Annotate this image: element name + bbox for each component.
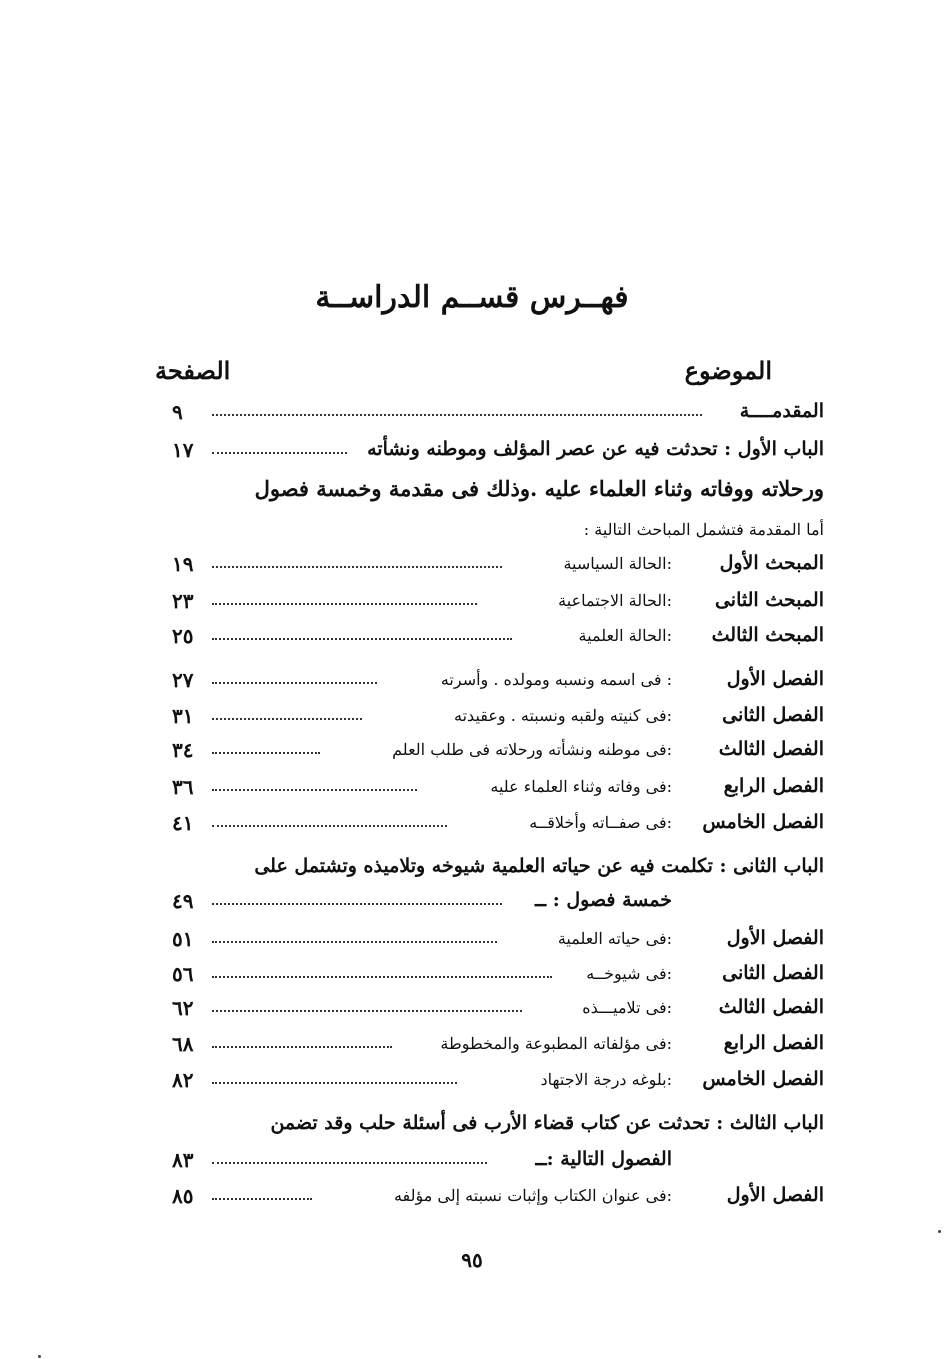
toc-entry-chapter	[150, 1032, 824, 1066]
chapter-heading: الباب الثالث : تحدثت عن كتاب قضاء الأرب فى أسئلة حلب وقد تضمن	[270, 1112, 824, 1134]
chapter-heading: الباب الأول : تحدثت فيه عن عصر المؤلف وموطنه ونشأته	[367, 438, 824, 460]
dot-leader	[212, 636, 512, 640]
toc-entry-introduction	[150, 400, 824, 434]
entry-page-number: ٦٢	[172, 996, 194, 1020]
page-column-header: الصفحة	[155, 356, 231, 385]
chapter-heading-continuation: ورحلاته ووفاته وثناء العلماء عليه .وذلك فى مقدمة وخمسة فصول	[254, 476, 824, 501]
toc-entry-chapter	[150, 962, 824, 996]
dot-leader	[212, 450, 347, 454]
chapter-heading-continuation: الفصول التالية :ــ	[535, 1148, 672, 1170]
toc-entry-chapter	[150, 1184, 824, 1218]
chapter-heading-continuation: خمسة فصول : ــ	[534, 889, 672, 911]
entry-description: :فى موطنه ونشأته ورحلاته فى طلب العلم	[392, 740, 672, 759]
entry-page-number: ٥١	[172, 927, 194, 951]
dot-leader	[212, 939, 497, 943]
entry-label: المبحث الثانى	[714, 589, 824, 611]
intro-note: أما المقدمة فتشمل المباحث التالية :	[583, 520, 824, 539]
toc-entry-chapter	[150, 775, 824, 809]
entry-description: :الحالة السياسية	[563, 554, 672, 573]
entry-page-number: ٢٧	[172, 668, 194, 692]
dot-leader	[212, 750, 320, 754]
entry-page-number: ٣٤	[172, 738, 194, 762]
entry-label: الفصل الأول	[726, 668, 824, 690]
dot-leader	[212, 1008, 522, 1012]
entry-description: :فى وفاته وثناء العلماء عليه	[490, 777, 672, 796]
page-title: فهــرس قســم الدراســة	[315, 280, 629, 315]
entry-label: الفصل الثانى	[722, 704, 824, 726]
entry-page-number: ٩	[172, 400, 183, 424]
entry-page-number: ٨٥	[172, 1184, 194, 1208]
entry-label: الفصل الثالث	[718, 738, 824, 760]
scan-speck	[38, 1355, 41, 1358]
entry-label: الفصل الخامس	[702, 1068, 824, 1090]
entry-label: المبحث الأول	[719, 552, 824, 574]
dot-leader	[212, 823, 447, 827]
toc-entry-section	[150, 624, 824, 658]
entry-description: :الحالة العلمية	[578, 626, 672, 645]
entry-page-number: ٥٦	[172, 962, 194, 986]
entry-label: الفصل الأول	[726, 1184, 824, 1206]
dot-leader	[212, 1160, 487, 1164]
toc-entry-chapter	[150, 704, 824, 738]
entry-page-number: ٣٦	[172, 775, 194, 799]
dot-leader	[212, 601, 477, 605]
entry-label: المقدمــــة	[739, 400, 824, 422]
entry-page-number: ٤٩	[172, 889, 194, 913]
toc-entry-chapter	[150, 738, 824, 772]
entry-description: :فى شيوخــه	[586, 964, 672, 983]
entry-page-number: ١٩	[172, 552, 194, 576]
toc-entry-section	[150, 589, 824, 623]
entry-label: الفصل الأول	[726, 927, 824, 949]
entry-page-number: ٦٨	[172, 1032, 194, 1056]
scan-speck	[938, 1230, 941, 1233]
entry-description: :فى تلاميـــذه	[582, 998, 672, 1017]
toc-entry-chapter-2	[150, 889, 824, 923]
entry-description: :فى عنوان الكتاب وإثبات نسبته إلى مؤلفه	[393, 1186, 672, 1205]
entry-page-number: ٨٢	[172, 1068, 194, 1092]
entry-page-number: ٤١	[172, 811, 194, 835]
dot-leader	[212, 901, 502, 905]
entry-description: :فى مؤلفاته المطبوعة والمخطوطة	[440, 1034, 672, 1053]
toc-entry-section	[150, 552, 824, 586]
toc-entry-chapter	[150, 927, 824, 961]
entry-page-number: ٢٣	[172, 589, 194, 613]
entry-label: الفصل الثالث	[718, 996, 824, 1018]
dot-leader	[212, 716, 362, 720]
dot-leader	[212, 1080, 457, 1084]
dot-leader	[212, 412, 702, 416]
toc-entry-chapter-3	[150, 1148, 824, 1182]
entry-label: الفصل الثانى	[722, 962, 824, 984]
topic-column-header: الموضوع	[684, 356, 772, 385]
entry-description: :فى صفــاته وأخلاقــه	[529, 813, 672, 832]
toc-entry-chapter	[150, 1068, 824, 1102]
entry-description: :الحالة الاجتماعية	[558, 591, 672, 610]
entry-description: :فى حياته العلمية	[557, 929, 672, 948]
dot-leader	[212, 680, 377, 684]
entry-description: :بلوغه درجة الاجتهاد	[540, 1070, 672, 1089]
dot-leader	[212, 564, 502, 568]
toc-entry-chapter	[150, 668, 824, 702]
entry-description: : فى اسمه ونسبه ومولده . وأسرته	[440, 670, 672, 689]
dot-leader	[212, 1044, 392, 1048]
chapter-heading: الباب الثانى : تكلمت فيه عن حياته العلمية شيوخه وتلاميذه وتشتمل على	[254, 855, 824, 877]
dot-leader	[212, 1196, 312, 1200]
entry-label: المبحث الثالث	[711, 624, 824, 646]
entry-page-number: ٣١	[172, 704, 194, 728]
toc-entry-chapter	[150, 996, 824, 1030]
entry-label: الفصل الخامس	[702, 811, 824, 833]
toc-entry-chapter	[150, 811, 824, 845]
entry-label: الفصل الرابع	[723, 775, 824, 797]
entry-label: الفصل الرابع	[723, 1032, 824, 1054]
dot-leader	[212, 974, 552, 978]
page-number: ٩٥	[461, 1248, 483, 1272]
entry-page-number: ١٧	[172, 438, 194, 462]
dot-leader	[212, 787, 417, 791]
toc-entry-chapter-1	[150, 438, 824, 472]
entry-page-number: ٨٣	[172, 1148, 194, 1172]
entry-description: :فى كنيته ولقبه ونسبته . وعقيدته	[454, 706, 672, 725]
entry-page-number: ٢٥	[172, 624, 194, 648]
